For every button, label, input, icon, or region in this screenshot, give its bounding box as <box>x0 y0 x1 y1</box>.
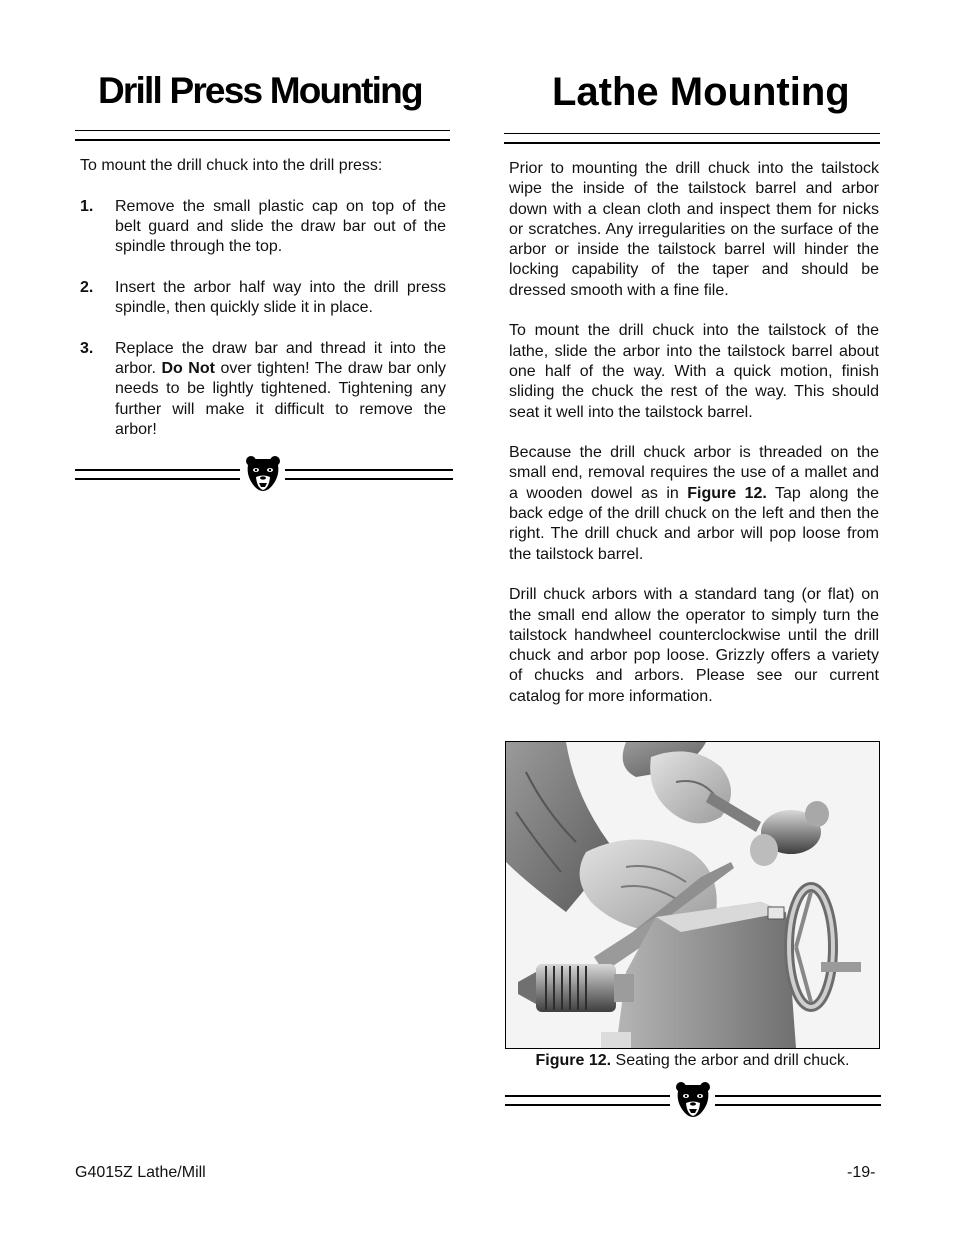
step-text <box>115 339 446 440</box>
left-section-divider <box>75 455 453 499</box>
left-heading-rule-top <box>75 130 450 131</box>
drill-press-mounting-heading: Drill Press Mounting <box>98 70 422 111</box>
footer-model: G4015Z Lathe/Mill <box>75 1164 206 1181</box>
right-heading-rule-top <box>504 133 880 134</box>
step-number: 2. <box>80 278 94 296</box>
step-number: 3. <box>80 339 94 357</box>
step-3-text-after: over tighten! The draw bar only needs to be lightly tightened. Tightening any further will make it difficult to remove the arbor! <box>115 359 447 438</box>
step-text: Remove the small plastic cap on top of the belt guard and slide the draw bar out of the spindle through the top. <box>115 197 446 256</box>
figure-caption-text: Seating the arbor and drill chuck. <box>615 1052 850 1069</box>
grizzly-bear-logo-icon <box>675 1081 711 1121</box>
step-3 <box>80 339 446 440</box>
page-number: -19- <box>847 1164 876 1181</box>
grizzly-bear-logo-icon <box>245 455 281 495</box>
step-text: Insert the arbor half way into the drill press spindle, then quickly slide it in place. <box>115 278 446 317</box>
lathe-paragraph-4: Drill chuck arbors with a standard tang (or flat) on the small end allow the operator to simply turn the tailstock handwheel counterclockwise until the drill chuck and arbor pop loose. Grizzly offers a variety of chucks and arbors. Please see our current catalog for more information. <box>509 586 879 705</box>
do-not-emphasis: Do Not <box>161 359 215 377</box>
figure-12-caption <box>505 1052 880 1070</box>
figure-label: Figure 12. <box>535 1052 612 1069</box>
step-2 <box>80 278 446 319</box>
left-column <box>80 156 446 460</box>
lathe-paragraph-1: Prior to mounting the drill chuck into the tailstock wipe the inside of the tailstock barrel and arbor down with a clean cloth and inspect them for nicks or scratches. Any irregularities on the surface of the arbor or inside the tailstock barrel will hinder the locking capability of the taper and should be dressed smooth with a fine file. <box>509 160 879 299</box>
step-3-text-before: Replace the draw bar and thread it into the arbor. <box>115 339 446 377</box>
lathe-mounting-heading: Lathe Mounting <box>552 70 850 114</box>
left-intro: To mount the drill chuck into the drill press: <box>80 157 383 174</box>
right-heading-rule-bottom <box>504 142 880 144</box>
right-column <box>509 159 879 727</box>
left-heading-rule-bottom <box>75 139 450 141</box>
step-number: 1. <box>80 197 94 215</box>
right-section-divider <box>505 1081 881 1125</box>
p3-text-after: Tap along the back edge of the drill chuck on the left and then the right. The drill chuck and arbor will pop loose from the tailstock barrel. <box>509 484 880 563</box>
lathe-paragraph-2: To mount the drill chuck into the tailstock of the lathe, slide the arbor into the tailstock barrel about one half of the way. With a quick motion, finish sliding the chuck the rest of the way. This should seat it well into the tailstock barrel. <box>509 322 879 421</box>
step-1 <box>80 197 446 258</box>
p3-text-before: Because the drill chuck arbor is threaded on the small end, removal requires the use of a mallet and a wooden dowel as in <box>509 444 879 502</box>
figure-reference: Figure 12. <box>687 484 767 502</box>
lathe-paragraph-3 <box>509 443 879 565</box>
figure-12-photo <box>505 741 880 1049</box>
